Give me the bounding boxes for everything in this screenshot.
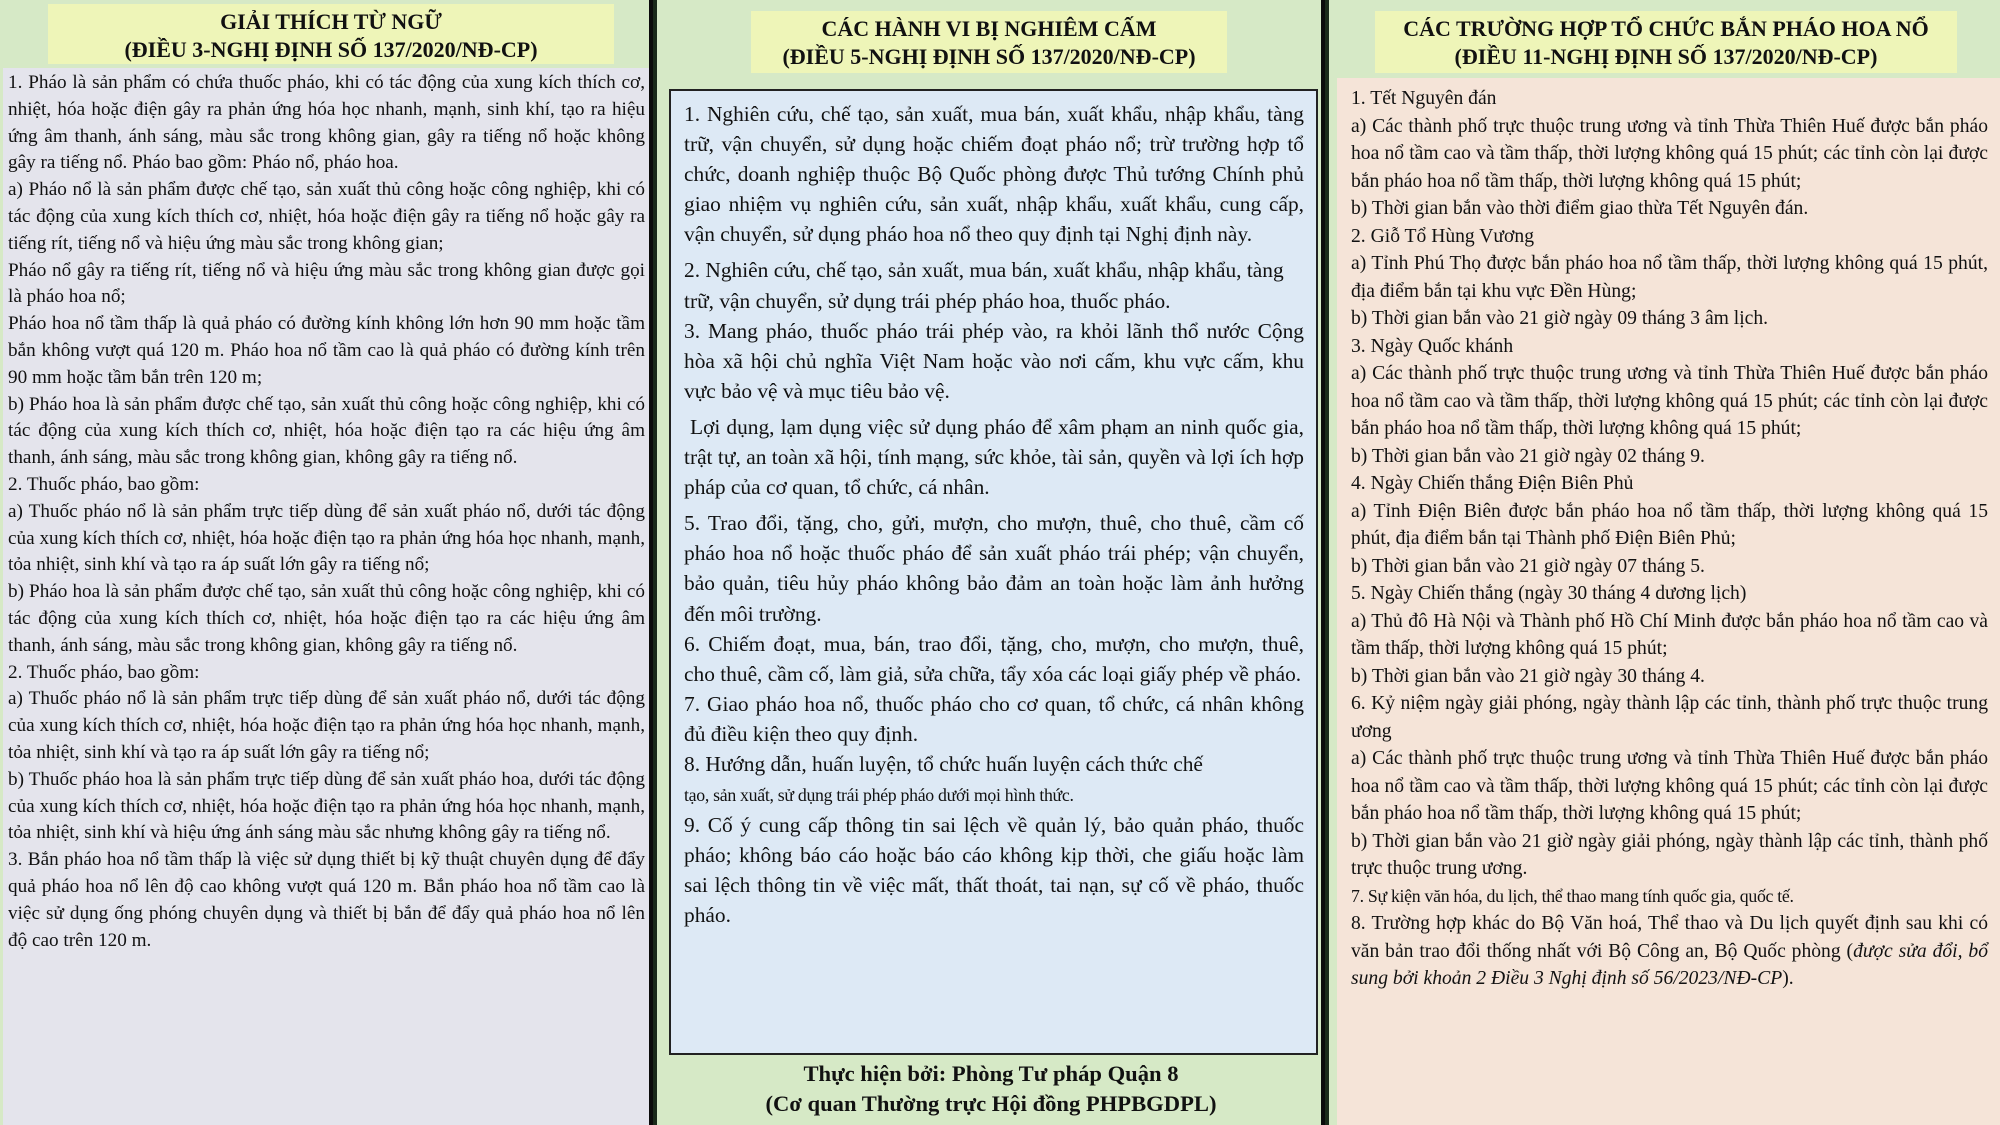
case-paragraph: 3. Ngày Quốc khánh: [1351, 335, 1514, 357]
definition-paragraph: b) Pháo hoa là sản phẩm được chế tạo, sản xuất thủ công hoặc công nghiệp, khi có tác động của xung kích thích cơ, nhiệt, hóa hoặc điện tạo ra các hiệu ứng âm thanh, ánh sáng, màu sắc trong không gian, không gây ra tiếng nổ.: [8, 581, 645, 656]
definitions-title-line2: (ĐIỀU 3-NGHỊ ĐỊNH SỐ 137/2020/NĐ-CP): [124, 37, 538, 62]
case-8-text: 8. Trường hợp khác do Bộ Văn hoá, Thể thao và Du lịch quyết định sau khi có văn bản trao đổi thống nhất với Bộ Công an, Bộ Quốc phòng (: [1351, 913, 1988, 962]
prohibited-item-2-line1: 2. Nghiên cứu, chế tạo, sản xuất, mua bán, xuất khẩu, nhập khẩu, tàng: [684, 258, 1284, 283]
definition-paragraph: a) Pháo nổ là sản phẩm được chế tạo, sản xuất thủ công hoặc công nghiệp, khi có tác động của xung kích thích cơ, nhiệt, hóa hoặc điện gây ra tiếng nổ hoặc gây ra tiếng rít, tiếng nổ và hiệu ứng màu sắc trong không gian;: [8, 179, 645, 254]
fireworks-cases-column: [1329, 0, 2000, 1125]
prohibited-acts-column: [657, 0, 1325, 1125]
prohibited-item: 1. Nghiên cứu, chế tạo, sản xuất, mua bán, xuất khẩu, nhập khẩu, tàng trữ, vận chuyển, sử dụng hoặc chiếm đoạt pháo nổ; trừ trường hợp tổ chức, doanh nghiệp thuộc Bộ Quốc phòng được Thủ tướng Chính phủ giao nhiệm vụ nghiên cứu, sản xuất, nhập khẩu, xuất khẩu, cung cấp, vận chuyển, sử dụng pháo hoa nổ theo quy định tại Nghị định này.: [684, 102, 1304, 247]
definitions-body: [3, 68, 650, 1125]
definition-paragraph: b) Pháo hoa là sản phẩm được chế tạo, sản xuất thủ công hoặc công nghiệp, khi có tác động của xung kích thích cơ, nhiệt, hóa hoặc điện tạo ra các hiệu ứng âm thanh, ánh sáng, màu sắc trong không gian, không gây ra tiếng nổ.: [8, 393, 645, 469]
fireworks-cases-title: [1375, 11, 1957, 73]
footer-credit-line1: Thực hiện bởi: Phòng Tư pháp Quận 8: [803, 1061, 1179, 1086]
prohibited-item: 5. Trao đổi, tặng, cho, gửi, mượn, cho mượn, thuê, cho thuê, cầm cố pháo hoa nổ hoặc thuốc pháo để sản xuất pháo trái phép; vận chuyển, bảo quản, tiêu hủy pháo không bảo đảm an toàn hoặc làm ảnh hưởng đến môi trường.: [684, 511, 1304, 626]
case-paragraph: 4. Ngày Chiến thắng Điện Biên Phủ: [1351, 473, 1634, 494]
prohibited-item: 3. Mang pháo, thuốc pháo trái phép vào, ra khỏi lãnh thổ nước Cộng hòa xã hội chủ nghĩa Việt Nam hoặc vào nơi cấm, khu vực cấm, khu vực bảo vệ và mục tiêu bảo vệ.: [684, 318, 1304, 403]
prohibited-acts-body: [669, 89, 1318, 1055]
case-paragraph: b) Thời gian bắn vào 21 giờ ngày 30 tháng 4.: [1351, 665, 1705, 687]
case-paragraph: a) Tỉnh Điện Biên được bắn pháo hoa nổ tầm thấp, thời lượng không quá 15 phút, địa điểm bắn tại Thành phố Điện Biên Phủ;: [1351, 500, 1988, 549]
prohibited-item: 7. Giao pháo hoa nổ, thuốc pháo cho cơ quan, tổ chức, cá nhân không đủ điều kiện theo quy định.: [684, 691, 1304, 746]
definitions-column: [0, 0, 653, 1125]
case-paragraph: 5. Ngày Chiến thắng (ngày 30 tháng 4 dương lịch): [1351, 583, 1747, 604]
prohibited-item-8-line2: tạo, sản xuất, sử dụng trái phép pháo dưới mọi hình thức.: [684, 785, 1074, 806]
prohibited-item: 6. Chiếm đoạt, mua, bán, trao đổi, tặng, cho, mượn, cho mượn, thuê, cho thuê, cầm cố, làm giả, sửa chữa, tẩy xóa các loại giấy phép về pháo.: [684, 631, 1304, 686]
prohibited-item: [684, 749, 1304, 810]
definition-paragraph: 2. Thuốc pháo, bao gồm:: [8, 473, 200, 495]
definition-paragraph: Pháo hoa nổ tầm thấp là quả pháo có đường kính không lớn hơn 90 mm hoặc tầm bắn không vượt quá 120 m. Pháo hoa nổ tầm cao là quả pháo có đường kính trên 90 mm hoặc tầm bắn trên 120 m;: [8, 313, 645, 388]
case-paragraph: a) Thủ đô Hà Nội và Thành phố Hồ Chí Minh được bắn pháo hoa nổ tầm cao và tầm thấp, thời lượng không quá 15 phút;: [1351, 610, 1988, 659]
definition-paragraph: a) Thuốc pháo nổ là sản phẩm trực tiếp dùng để sản xuất pháo nổ, dưới tác động của xung kích thích cơ, nhiệt, hóa hoặc điện tạo ra phản ứng hóa học nhanh, mạnh, tỏa nhiệt, sinh khí và tạo ra áp suất lớn gây ra tiếng nổ;: [8, 688, 645, 763]
fireworks-cases-title-line2: (ĐIỀU 11-NGHỊ ĐỊNH SỐ 137/2020/NĐ-CP): [1454, 44, 1878, 69]
case-paragraph: 7. Sự kiện văn hóa, du lịch, thể thao mang tính quốc gia, quốc tế.: [1351, 885, 1794, 906]
case-8-end: ).: [1782, 968, 1794, 989]
definitions-title-line1: GIẢI THÍCH TỪ NGỮ: [220, 9, 442, 34]
fireworks-cases-title-line1: CÁC TRƯỜNG HỢP TỔ CHỨC BẮN PHÁO HOA NỔ: [1403, 16, 1929, 41]
prohibited-item: Lợi dụng, lạm dụng việc sử dụng pháo để xâm phạm an ninh quốc gia, trật tự, an toàn xã hội, tính mạng, sức khỏe, tài sản, quyền và lợi ích hợp pháp của cơ quan, tổ chức, cá nhân.: [684, 414, 1304, 500]
prohibited-item: [684, 255, 1304, 315]
case-paragraph: 6. Kỷ niệm ngày giải phóng, ngày thành lập các tỉnh, thành phố trực thuộc trung ương: [1351, 693, 1988, 742]
case-paragraph: b) Thời gian bắn vào 21 giờ ngày giải phóng, ngày thành lập các tỉnh, thành phố trực thuộc trung ương.: [1351, 830, 1988, 879]
footer-credit-line2: (Cơ quan Thường trực Hội đồng PHPBGDPL): [765, 1091, 1217, 1116]
case-8-amendment-note: được sửa đổi, bổ sung bởi khoản 2 Điều 3 Nghị định số 56/2023/NĐ-CP: [1351, 940, 1988, 989]
definition-paragraph: a) Thuốc pháo nổ là sản phẩm trực tiếp dùng để sản xuất pháo nổ, dưới tác động của xung kích thích cơ, nhiệt, hóa hoặc điện tạo ra phản ứng hóa học nhanh, mạnh, tỏa nhiệt, sinh khí và tạo ra áp suất lớn gây ra tiếng nổ;: [8, 500, 645, 576]
case-paragraph: a) Các thành phố trực thuộc trung ương và tỉnh Thừa Thiên Huế được bắn pháo hoa nổ tầm cao và tầm thấp, thời lượng không quá 15 phút; các tỉnh còn lại được bắn pháo hoa nổ tầm thấp, thời lượng không quá 15 phút;: [1351, 115, 1988, 192]
case-paragraph-8: [1351, 910, 1988, 993]
case-paragraph: b) Thời gian bắn vào 21 giờ ngày 09 tháng 3 âm lịch.: [1351, 308, 1769, 329]
prohibited-acts-title-line2: (ĐIỀU 5-NGHỊ ĐỊNH SỐ 137/2020/NĐ-CP): [782, 44, 1196, 69]
definitions-title: [48, 4, 614, 64]
definition-paragraph: b) Thuốc pháo hoa là sản phẩm trực tiếp dùng để sản xuất pháo hoa, dưới tác động của xung kích thích cơ, nhiệt, hóa hoặc điện tạo ra phản ứng hóa học nhanh, mạnh, tỏa nhiệt, sinh khí và hiệu ứng ánh sáng màu sắc nhưng không gây ra tiếng nổ.: [8, 768, 645, 844]
prohibited-acts-title: [751, 11, 1227, 73]
case-paragraph: b) Thời gian bắn vào 21 giờ ngày 02 tháng 9.: [1351, 445, 1705, 467]
case-paragraph: b) Thời gian bắn vào 21 giờ ngày 07 tháng 5.: [1351, 555, 1705, 577]
case-paragraph: a) Các thành phố trực thuộc trung ương và tỉnh Thừa Thiên Huế được bắn pháo hoa nổ tầm cao và tầm thấp, thời lượng không quá 15 phút; các tỉnh còn lại được bắn pháo hoa nổ tầm thấp, thời lượng không quá 15 phút;: [1351, 748, 1988, 824]
case-paragraph: b) Thời gian bắn vào thời điểm giao thừa Tết Nguyên đán.: [1351, 198, 1809, 219]
footer-credit: [657, 1056, 1325, 1125]
prohibited-acts-title-line1: CÁC HÀNH VI BỊ NGHIÊM CẤM: [821, 16, 1157, 41]
prohibited-item: 9. Cố ý cung cấp thông tin sai lệch về quản lý, bảo quản pháo, thuốc pháo; không báo cáo hoặc báo cáo không kịp thời, che giấu hoặc làm sai lệch thông tin về việc mất, thất thoát, tai nạn, sự cố về pháo, thuốc pháo.: [684, 813, 1304, 928]
case-paragraph: a) Các thành phố trực thuộc trung ương và tỉnh Thừa Thiên Huế được bắn pháo hoa nổ tầm cao và tầm thấp, thời lượng không quá 15 phút; các tỉnh còn lại được bắn pháo hoa nổ tầm thấp, thời lượng không quá 15 phút;: [1351, 363, 1988, 439]
prohibited-item-2-line2: trữ, vận chuyển, sử dụng trái phép pháo hoa, thuốc pháo.: [684, 288, 1171, 313]
fireworks-cases-body: [1337, 78, 2000, 1125]
case-paragraph: 2. Giỗ Tổ Hùng Vương: [1351, 225, 1535, 247]
case-paragraph: 1. Tết Nguyên đán: [1351, 88, 1497, 109]
definition-paragraph: 3. Bắn pháo hoa nổ tầm thấp là việc sử dụng thiết bị kỹ thuật chuyên dụng để đẩy quả pháo hoa nổ lên độ cao không vượt quá 120 m. Bắn pháo hoa nổ tầm cao là việc sử dụng ống phóng chuyên dụng và thiết bị bắn để đẩy quả pháo hoa nổ lên độ cao trên 120 m.: [8, 849, 645, 951]
definition-paragraph: 1. Pháo là sản phẩm có chứa thuốc pháo, khi có tác động của xung kích thích cơ, nhiệt, hóa hoặc điện gây ra phản ứng hóa học nhanh, mạnh, sinh khí, tạo ra hiệu ứng âm thanh, ánh sáng, màu sắc trong không gian, gây ra tiếng nổ hoặc không gây ra tiếng nổ. Pháo bao gồm: Pháo nổ, pháo hoa.: [8, 72, 645, 174]
prohibited-item-8-line1: 8. Hướng dẫn, huấn luyện, tổ chức huấn luyện cách thức chế: [684, 751, 1203, 776]
definition-paragraph: 2. Thuốc pháo, bao gồm:: [8, 661, 200, 683]
definition-paragraph: Pháo nổ gây ra tiếng rít, tiếng nổ và hiệu ứng màu sắc trong không gian được gọi là pháo hoa nổ;: [8, 259, 645, 308]
case-paragraph: a) Tỉnh Phú Thọ được bắn pháo hoa nổ tầm thấp, thời lượng không quá 15 phút, địa điểm bắn tại khu vực Đền Hùng;: [1351, 253, 1988, 302]
